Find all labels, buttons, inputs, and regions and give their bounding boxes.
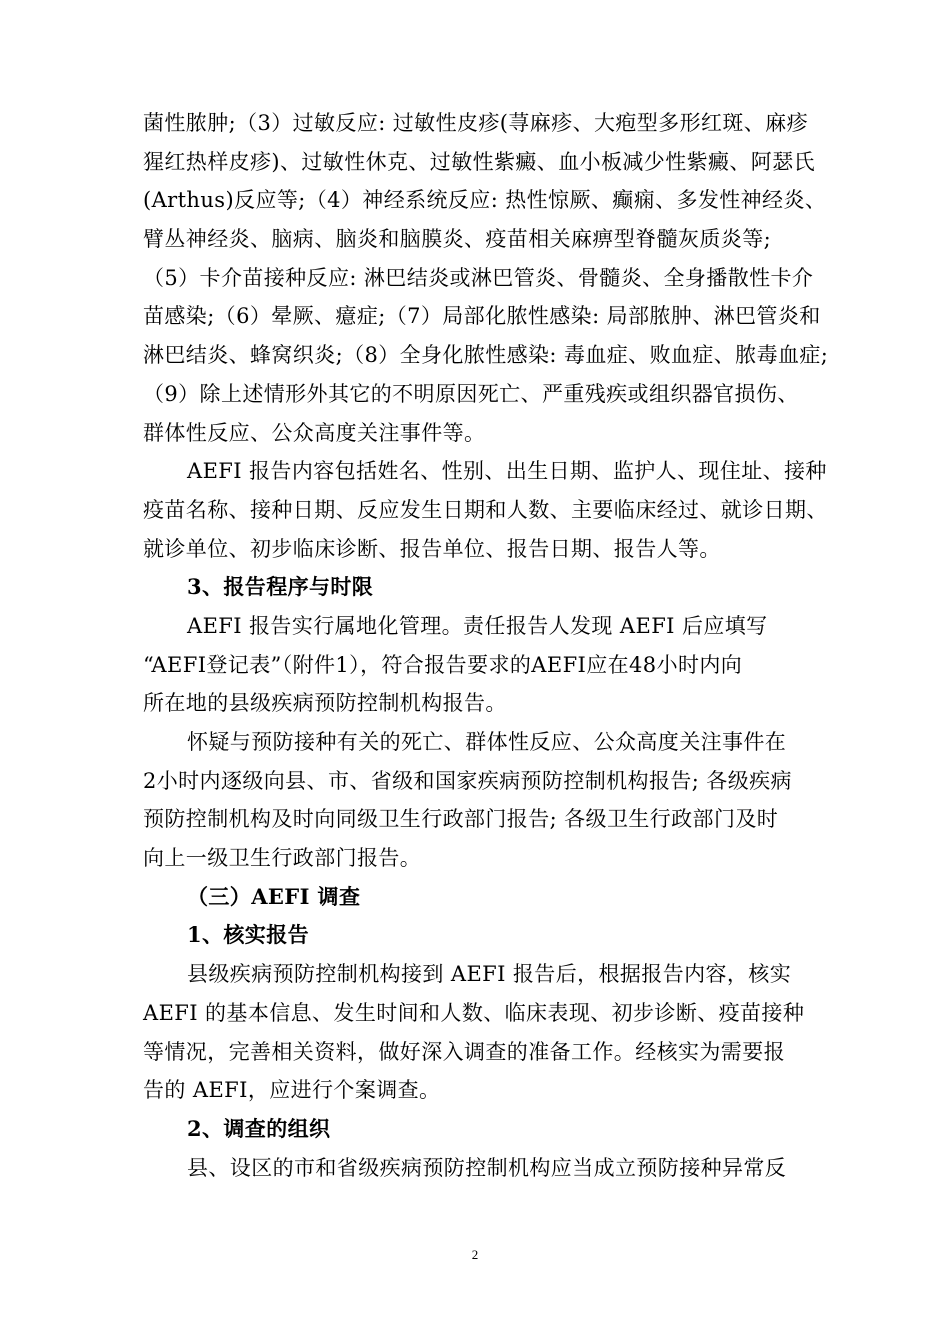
text-line: （5）卡介苗接种反应: 淋巴结炎或淋巴管炎、骨髓炎、全身播散性卡介 — [143, 265, 814, 290]
text-line: 猩红热样皮疹)、过敏性休克、过敏性紫癜、血小板减少性紫癜、阿瑟氏 — [143, 149, 815, 174]
paragraph-start-line: AEFI 报告内容包括姓名、性别、出生日期、监护人、现住址、接种 — [187, 459, 827, 484]
section-heading-verify-report: 1、核实报告 — [187, 922, 310, 948]
text-line: 预防控制机构及时向同级卫生行政部门报告; 各级卫生行政部门及时 — [143, 807, 779, 832]
document-page — [143, 104, 829, 1187]
section-heading-report-procedure: 3、报告程序与时限 — [187, 574, 374, 600]
text-line: 告的 AEFI，应进行个案调查。 — [143, 1078, 441, 1103]
text-line: 苗感染;（6）晕厥、癔症;（7）局部化脓性感染: 局部脓肿、淋巴管炎和 — [143, 304, 821, 329]
text-line: 2小时内逐级向县、市、省级和国家疾病预防控制机构报告; 各级疾病 — [143, 768, 792, 793]
text-line: 菌性脓肿;（3）过敏反应: 过敏性皮疹(荨麻疹、大疱型多形红斑、麻疹 — [143, 111, 808, 135]
text-line: （9）除上述情形外其它的不明原因死亡、严重残疾或组织器官损伤、 — [143, 381, 799, 406]
text-line: 群体性反应、公众高度关注事件等。 — [143, 420, 486, 445]
section-heading-investigation-organization: 2、调查的组织 — [187, 1115, 331, 1141]
text-line: 向上一级卫生行政部门报告。 — [143, 846, 422, 871]
paragraph-start-line: 县级疾病预防控制机构接到 AEFI 报告后，根据报告内容，核实 — [187, 962, 792, 987]
page-number: 2 — [471, 1247, 479, 1262]
text-line: 就诊单位、初步临床诊断、报告单位、报告日期、报告人等。 — [143, 536, 721, 561]
text-line: AEFI 的基本信息、发生时间和人数、临床表现、初步诊断、疫苗接种 — [143, 1000, 805, 1025]
paragraph-start-line: 县、设区的市和省级疾病预防控制机构应当成立预防接种异常反 — [187, 1155, 787, 1180]
text-line: 疫苗名称、接种日期、反应发生日期和人数、主要临床经过、就诊日期、 — [143, 497, 828, 522]
paragraph-start-line: AEFI 报告实行属地化管理。责任报告人发现 AEFI 后应填写 — [187, 613, 768, 638]
text-line: 所在地的县级疾病预防控制机构报告。 — [143, 691, 507, 716]
text-line: 等情况，完善相关资料，做好深入调查的准备工作。经核实为需要报 — [143, 1039, 785, 1064]
text-line: 臂丛神经炎、脑病、脑炎和脑膜炎、疫苗相关麻痹型脊髓灰质炎等; — [143, 227, 772, 252]
text-line: “AEFI登记表”（附件1），符合报告要求的AEFI应在48小时内向 — [143, 652, 743, 677]
text-line: (Arthus)反应等;（4）神经系统反应: 热性惊厥、癫痫、多发性神经炎、 — [143, 188, 827, 213]
section-heading-aefi-investigation: （三）AEFI 调查 — [187, 883, 361, 909]
paragraph-start-line: 怀疑与预防接种有关的死亡、群体性反应、公众高度关注事件在 — [187, 730, 787, 754]
text-line: 淋巴结炎、蜂窝织炎;（8）全身化脓性感染: 毒血症、败血症、脓毒血症; — [143, 343, 829, 368]
